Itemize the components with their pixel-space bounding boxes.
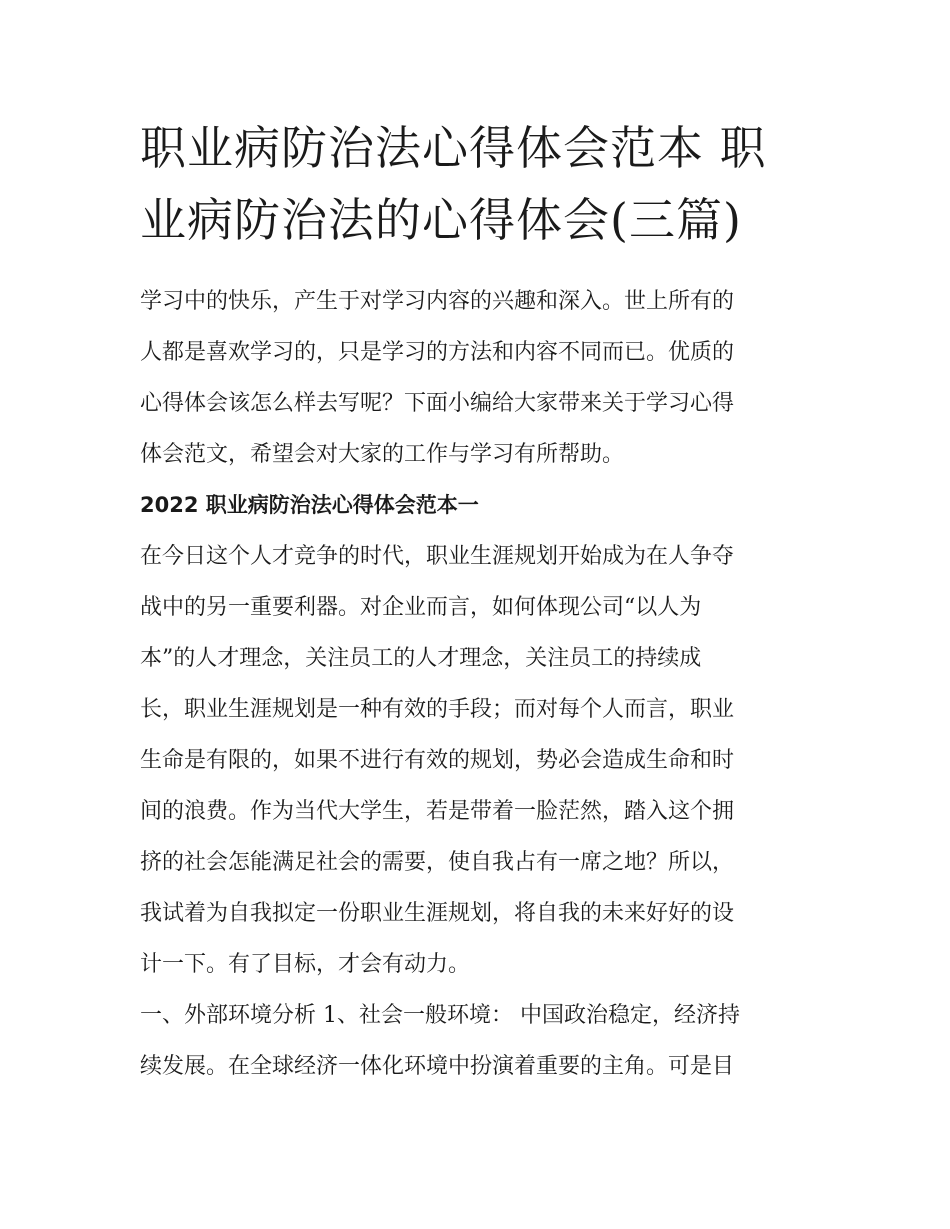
section-heading: 2022 职业病防治法心得体会范本一 [140, 493, 479, 517]
section-line: 计一下。有了目标，才会有动力。 [140, 952, 471, 977]
intro-line: 体会范文，希望会对大家的工作与学习有所帮助。 [140, 442, 625, 467]
intro-line: 人都是喜欢学习的，只是学习的方法和内容不同而已。优质的 [140, 340, 735, 365]
section-line: 我试着为自我拟定一份职业生涯规划，将自我的未来好好的设 [140, 901, 735, 926]
title-line: 职业病防治法心得体会范本 职 [140, 121, 767, 175]
analysis-line: 续发展。在全球经济一体化环境中扮演着重要的主角。可是目 [140, 1054, 735, 1079]
section-line: 挤的社会怎能满足社会的需要，使自我占有一席之地？所以， [140, 850, 735, 875]
section-line: 在今日这个人才竞争的时代，职业生涯规划开始成为在人争夺 [140, 544, 735, 569]
title-line: 业病防治法的心得体会(三篇) [140, 193, 742, 247]
analysis-line: 一、外部环境分析 1、社会一般环境： 中国政治稳定，经济持 [140, 1003, 740, 1028]
section-line: 间的浪费。作为当代大学生，若是带着一脸茫然，踏入这个拥 [140, 799, 735, 824]
document-title [140, 112, 820, 256]
intro-line: 心得体会该怎么样去写呢？下面小编给大家带来关于学习心得 [140, 391, 735, 416]
section-line: 本”的人才理念，关注员工的人才理念，关注员工的持续成 [140, 646, 702, 671]
section-line: 生命是有限的，如果不进行有效的规划，势必会造成生命和时 [140, 748, 735, 773]
intro-paragraph [140, 276, 820, 480]
section-paragraph [140, 531, 820, 990]
section-line: 长，职业生涯规划是一种有效的手段；而对每个人而言，职业 [140, 697, 735, 722]
analysis-paragraph [140, 990, 820, 1092]
intro-line: 学习中的快乐，产生于对学习内容的兴趣和深入。世上所有的 [140, 289, 735, 314]
section-line: 战中的另一重要利器。对企业而言，如何体现公司“以人为 [140, 595, 702, 620]
